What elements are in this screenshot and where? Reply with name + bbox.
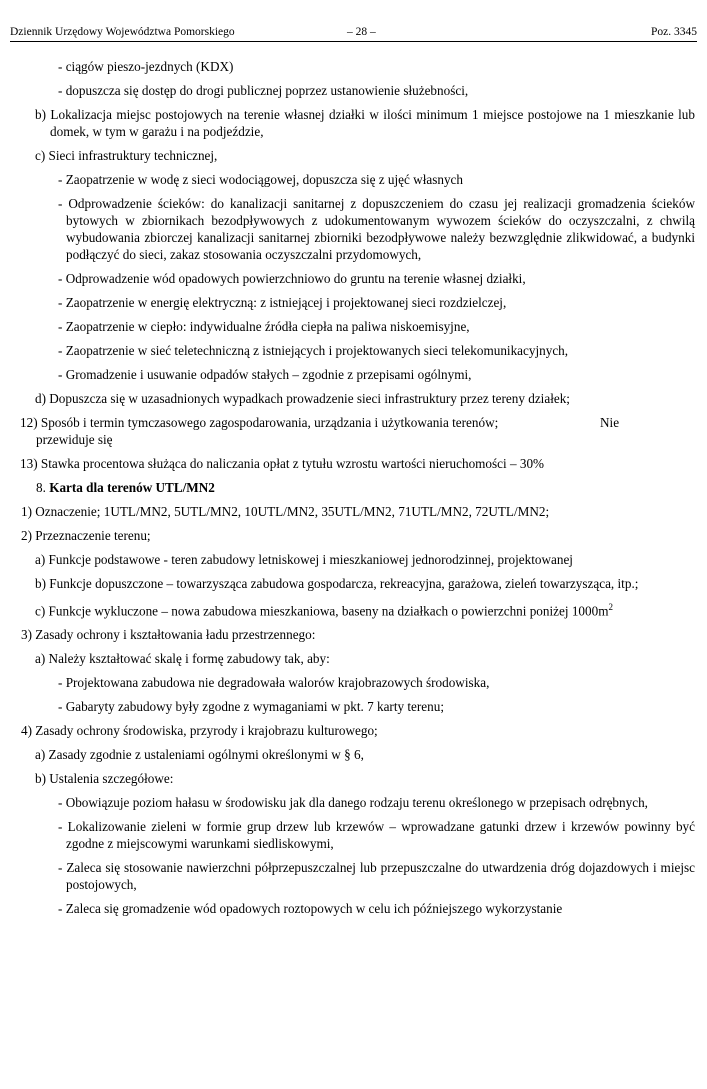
list-item: - Obowiązuje poziom hałasu w środowisku jak dla danego rodzaju terenu określonego w przepisach odrębnych, [58,795,648,811]
item-text: c) Funkcje wykluczone – nowa zabudowa mieszkaniowa, baseny na działkach o powierzchni poniżej 1000m [35,603,609,619]
list-item: - Lokalizowanie zieleni w formie grup drzew lub krzewów – wprowadzane gatunki drzew i krzewów powinny być zgodne z miejscowymi warunkami siedliskowymi, [58,819,695,852]
page-number: – 28 – [347,26,376,38]
list-item: d) Dopuszcza się w uzasadnionych wypadkach prowadzenie sieci infrastruktury przez tereny działek; [35,391,570,406]
section-heading [0,479,707,496]
list-item: - Zaleca się stosowanie nawierzchni półprzepuszczalnej lub przepuszczalne do utwardzenia dróg dojazdowych i miejsc postojowych, [58,860,695,893]
position-number: Poz. 3345 [651,26,697,38]
numbered-item: 2) Przeznaczenie terenu; [21,528,151,543]
list-item: b) Funkcje dopuszczone – towarzysząca zabudowa gospodarcza, rekreacyjna, garażowa, zieleń towarzysząca, itp.; [35,576,639,591]
list-item: - Projektowana zabudowa nie degradowała walorów krajobrazowych środowiska, [58,675,490,691]
item-text-continued: Nie [600,415,620,430]
document-body [0,58,707,924]
list-item: - Zaopatrzenie w sieć teletechniczną z istniejących i projektowanych sieci telekomunikacyjnych, [58,343,569,358]
list-item: - Zaopatrzenie w energię elektryczną: z istniejącej i projektowanej sieci rozdzielczej, [58,295,507,310]
numbered-item: 4) Zasady ochrony środowiska, przyrody i krajobrazu kulturowego; [21,723,378,739]
list-item: c) Sieci infrastruktury technicznej, [35,148,218,163]
list-item: a) Zasady zgodnie z ustaleniami ogólnymi określonymi w § 6, [35,747,364,763]
journal-title: Dziennik Urzędowy Województwa Pomorskiego [10,26,235,38]
list-item: - dopuszcza się dostęp do drogi publicznej poprzez ustanowienie służebności, [58,83,469,98]
list-item: - Gabaryty zabudowy były zgodne z wymaganiami w pkt. 7 karty terenu; [58,699,444,715]
numbered-item: 1) Oznaczenie; 1UTL/MN2, 5UTL/MN2, 10UTL/MN2, 35UTL/MN2, 71UTL/MN2, 72UTL/MN2; [21,504,550,519]
list-item: a) Należy kształtować skalę i formę zabudowy tak, aby: [35,651,330,667]
list-item: - Odprowadzenie wód opadowych powierzchniowo do gruntu na terenie własnej działki, [58,271,526,286]
numbered-item: 13) Stawka procentowa służąca do naliczania opłat z tytułu wzrostu wartości nieruchomości – 30% [20,456,545,471]
list-item: - Odprowadzenie ścieków: do kanalizacji sanitarnej z dopuszczeniem do czasu jej realizacji gromadzenia ścieków bytowych w zbiornikach bezodpływowych z udokumentowanym wywozem ścieków do oczyszczalni, z chwilą wybudowania zbiorczej kanalizacji sanitarnej zbiorniki bezodpływowe należy bezwzględnie zlikwidować, a budynki podłączyć do sieci, zakaz stosowania oczyszczalni przydomowych, [58,196,695,262]
list-item: - Zaopatrzenie w wodę z sieci wodociągowej, dopuszcza się z ujęć własnych [58,172,463,187]
section-title: Karta dla terenów UTL/MN2 [49,480,215,495]
section-number: 8. [36,480,46,495]
list-item: b) Lokalizacja miejsc postojowych na terenie własnej działki w ilości minimum 1 miejsce postojowe na 1 mieszkanie lub domek, w tym w garażu i na podjeździe, [35,107,695,139]
item-text: 12) Sposób i termin tymczasowego zagospodarowania, urządzania i użytkowania terenów; [20,415,499,430]
numbered-item [0,414,707,448]
list-item: b) Ustalenia szczegółowe: [35,771,174,787]
numbered-item: 3) Zasady ochrony i kształtowania ładu przestrzennego: [21,627,316,643]
list-item [0,599,707,619]
superscript: 2 [608,602,613,612]
list-item: - Gromadzenie i usuwanie odpadów stałych – zgodnie z przepisami ogólnymi, [58,367,472,382]
list-item: - Zaopatrzenie w ciepło: indywidualne źródła ciepła na paliwa niskoemisyjne, [58,319,470,334]
list-item: a) Funkcje podstawowe - teren zabudowy letniskowej i mieszkaniowej jednorodzinnej, projektowanej [35,552,573,567]
item-text-second-line: przewiduje się [36,432,113,447]
list-item: - ciągów pieszo-jezdnych (KDX) [58,59,234,74]
list-item: - Zaleca się gromadzenie wód opadowych roztopowych w celu ich późniejszego wykorzystanie [58,901,563,917]
page-header [10,25,697,42]
